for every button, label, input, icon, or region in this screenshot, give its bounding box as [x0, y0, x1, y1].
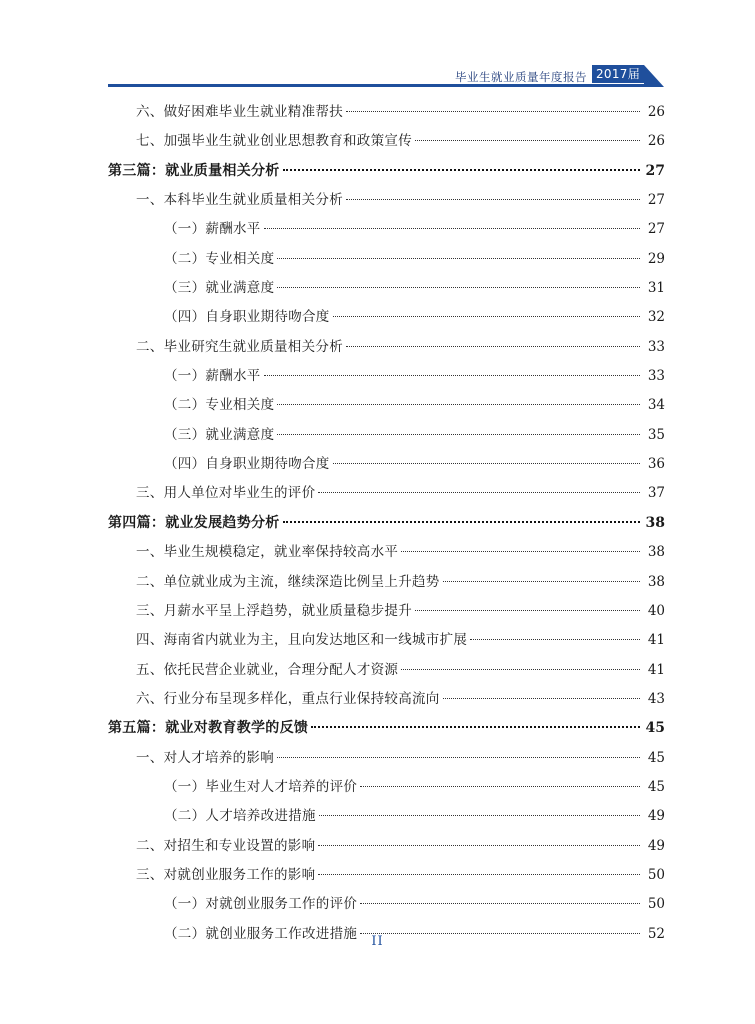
toc-entry-page: 38: [647, 544, 665, 561]
dot-leader: [311, 726, 640, 728]
dot-leader: [318, 874, 640, 875]
toc-part-heading[interactable]: [108, 714, 665, 743]
toc-entry-title: 二、对招生和专业设置的影响: [136, 837, 316, 854]
toc-entry-title: （一）毕业生对人才培养的评价: [164, 778, 358, 795]
dot-leader: [277, 757, 640, 758]
toc-subsection-entry[interactable]: [108, 245, 665, 274]
dot-leader: [277, 404, 640, 405]
toc-entry-page: 41: [647, 661, 665, 678]
toc-entry-title: 四、海南省内就业为主，且向发达地区和一线城市扩展: [136, 632, 468, 649]
toc-entry-page: 45: [647, 778, 665, 795]
toc-entry-title: 第四篇：就业发展趋势分析: [108, 514, 280, 531]
toc-entry-page: 33: [647, 368, 665, 385]
toc-entry-page: 29: [647, 250, 665, 267]
dot-leader: [319, 815, 640, 816]
dot-leader: [346, 346, 640, 347]
toc-entry-page: 50: [647, 866, 665, 883]
toc-entry-title: 六、做好困难毕业生就业精准帮扶: [136, 104, 343, 120]
toc-entry-title: 五、依托民营企业就业，合理分配人才资源: [136, 661, 399, 678]
dot-leader: [415, 140, 640, 141]
toc-entry-title: （一）对就创业服务工作的评价: [164, 896, 358, 913]
toc-section-entry[interactable]: [108, 832, 665, 861]
toc-entry-title: （四）自身职业期待吻合度: [164, 309, 330, 326]
toc-entry-title: （二）专业相关度: [164, 397, 275, 414]
toc-entry-title: （四）自身职业期待吻合度: [164, 456, 330, 473]
toc-section-entry[interactable]: [108, 656, 665, 685]
page-header: [0, 0, 755, 90]
dot-leader: [346, 111, 640, 112]
toc-section-entry[interactable]: [108, 127, 665, 156]
toc-section-entry[interactable]: [108, 861, 665, 890]
toc-entry-title: （一）薪酬水平: [164, 221, 261, 238]
dot-leader: [401, 551, 640, 552]
toc-entry-page: 49: [647, 808, 665, 825]
toc-entry-title: （二）专业相关度: [164, 250, 275, 267]
toc-entry-title: 第五篇：就业对教育教学的反馈: [108, 720, 309, 737]
dot-leader: [346, 199, 640, 200]
dot-leader: [443, 581, 640, 582]
dot-leader: [360, 786, 640, 787]
toc-section-entry[interactable]: [108, 685, 665, 714]
dot-leader: [264, 228, 640, 229]
toc-entry-page: 45: [645, 720, 665, 737]
dot-leader: [470, 639, 640, 640]
toc-entry-title: 第三篇：就业质量相关分析: [108, 162, 280, 179]
toc-entry-page: 37: [647, 485, 665, 502]
table-of-contents: [108, 98, 665, 949]
toc-entry-page: 38: [645, 514, 665, 531]
toc-section-entry[interactable]: [108, 597, 665, 626]
toc-section-entry[interactable]: [108, 98, 665, 127]
toc-entry-page: 50: [647, 896, 665, 913]
toc-entry-title: （二）就创业服务工作改进措施: [164, 925, 358, 942]
dot-leader: [277, 287, 640, 288]
toc-entry-title: 一、毕业生规模稳定，就业率保持较高水平: [136, 544, 399, 561]
toc-section-entry[interactable]: [108, 568, 665, 597]
dot-leader: [333, 463, 640, 464]
dot-leader: [264, 375, 640, 376]
toc-entry-title: 二、毕业研究生就业质量相关分析: [136, 338, 343, 355]
header-rule: [108, 84, 653, 87]
toc-entry-page: 31: [647, 280, 665, 297]
toc-subsection-entry[interactable]: [108, 274, 665, 303]
dot-leader: [283, 169, 640, 171]
toc-section-entry[interactable]: [108, 479, 665, 508]
toc-entry-page: 43: [647, 690, 665, 707]
toc-entry-page: 38: [647, 573, 665, 590]
toc-subsection-entry[interactable]: [108, 802, 665, 831]
toc-entry-page: 49: [647, 837, 665, 854]
toc-entry-page: 35: [647, 426, 665, 443]
toc-entry-page: 26: [647, 133, 665, 150]
dot-leader: [443, 698, 640, 699]
toc-section-entry[interactable]: [108, 626, 665, 655]
toc-entry-title: 六、行业分布呈现多样化，重点行业保持较高流向: [136, 690, 440, 707]
toc-entry-title: （三）就业满意度: [164, 280, 275, 297]
toc-subsection-entry[interactable]: [108, 303, 665, 332]
toc-entry-title: 七、加强毕业生就业创业思想教育和政策宣传: [136, 133, 412, 150]
dot-leader: [360, 903, 640, 904]
toc-entry-title: 三、用人单位对毕业生的评价: [136, 485, 316, 502]
toc-entry-title: （一）薪酬水平: [164, 368, 261, 385]
toc-entry-page: 27: [647, 221, 665, 238]
toc-entry-title: 三、对就创业服务工作的影响: [136, 866, 316, 883]
report-title: 毕业生就业质量年度报告: [455, 70, 587, 84]
toc-subsection-entry[interactable]: [108, 890, 665, 919]
toc-subsection-entry[interactable]: [108, 773, 665, 802]
dot-leader: [277, 258, 640, 259]
toc-section-entry[interactable]: [108, 744, 665, 773]
toc-subsection-entry[interactable]: [108, 362, 665, 391]
toc-part-heading[interactable]: [108, 157, 665, 186]
page-number: II: [371, 934, 384, 949]
toc-entry-page: 45: [647, 749, 665, 766]
toc-entry-page: 26: [647, 104, 665, 120]
toc-entry-page: 36: [647, 456, 665, 473]
toc-entry-page: 52: [647, 925, 665, 942]
toc-entry-page: 27: [647, 192, 665, 209]
toc-entry-page: 40: [647, 602, 665, 619]
year-badge: 2017届: [592, 65, 644, 83]
dot-leader: [401, 669, 640, 670]
dot-leader: [283, 521, 640, 523]
toc-entry-title: 二、单位就业成为主流，继续深造比例呈上升趋势: [136, 573, 440, 590]
toc-entry-page: 27: [645, 162, 665, 179]
toc-entry-title: 三、月薪水平呈上浮趋势，就业质量稳步提升: [136, 602, 412, 619]
dot-leader: [333, 316, 640, 317]
toc-subsection-entry[interactable]: [108, 450, 665, 479]
toc-entry-page: 41: [647, 632, 665, 649]
toc-entry-title: （二）人才培养改进措施: [164, 808, 316, 825]
toc-entry-title: （三）就业满意度: [164, 426, 275, 443]
toc-entry-page: 34: [647, 397, 665, 414]
toc-entry-title: 一、本科毕业生就业质量相关分析: [136, 192, 343, 209]
dot-leader: [318, 845, 640, 846]
toc-entry-title: 一、对人才培养的影响: [136, 749, 274, 766]
toc-entry-page: 33: [647, 338, 665, 355]
toc-subsection-entry[interactable]: [108, 215, 665, 244]
toc-part-heading[interactable]: [108, 509, 665, 538]
toc-section-entry[interactable]: [108, 538, 665, 567]
header-corner-triangle-icon: [644, 65, 666, 87]
dot-leader: [277, 434, 640, 435]
toc-subsection-entry[interactable]: [108, 391, 665, 420]
toc-entry-page: 32: [647, 309, 665, 326]
toc-subsection-entry[interactable]: [108, 421, 665, 450]
toc-section-entry[interactable]: [108, 333, 665, 362]
dot-leader: [415, 610, 640, 611]
toc-section-entry[interactable]: [108, 186, 665, 215]
dot-leader: [318, 492, 640, 493]
